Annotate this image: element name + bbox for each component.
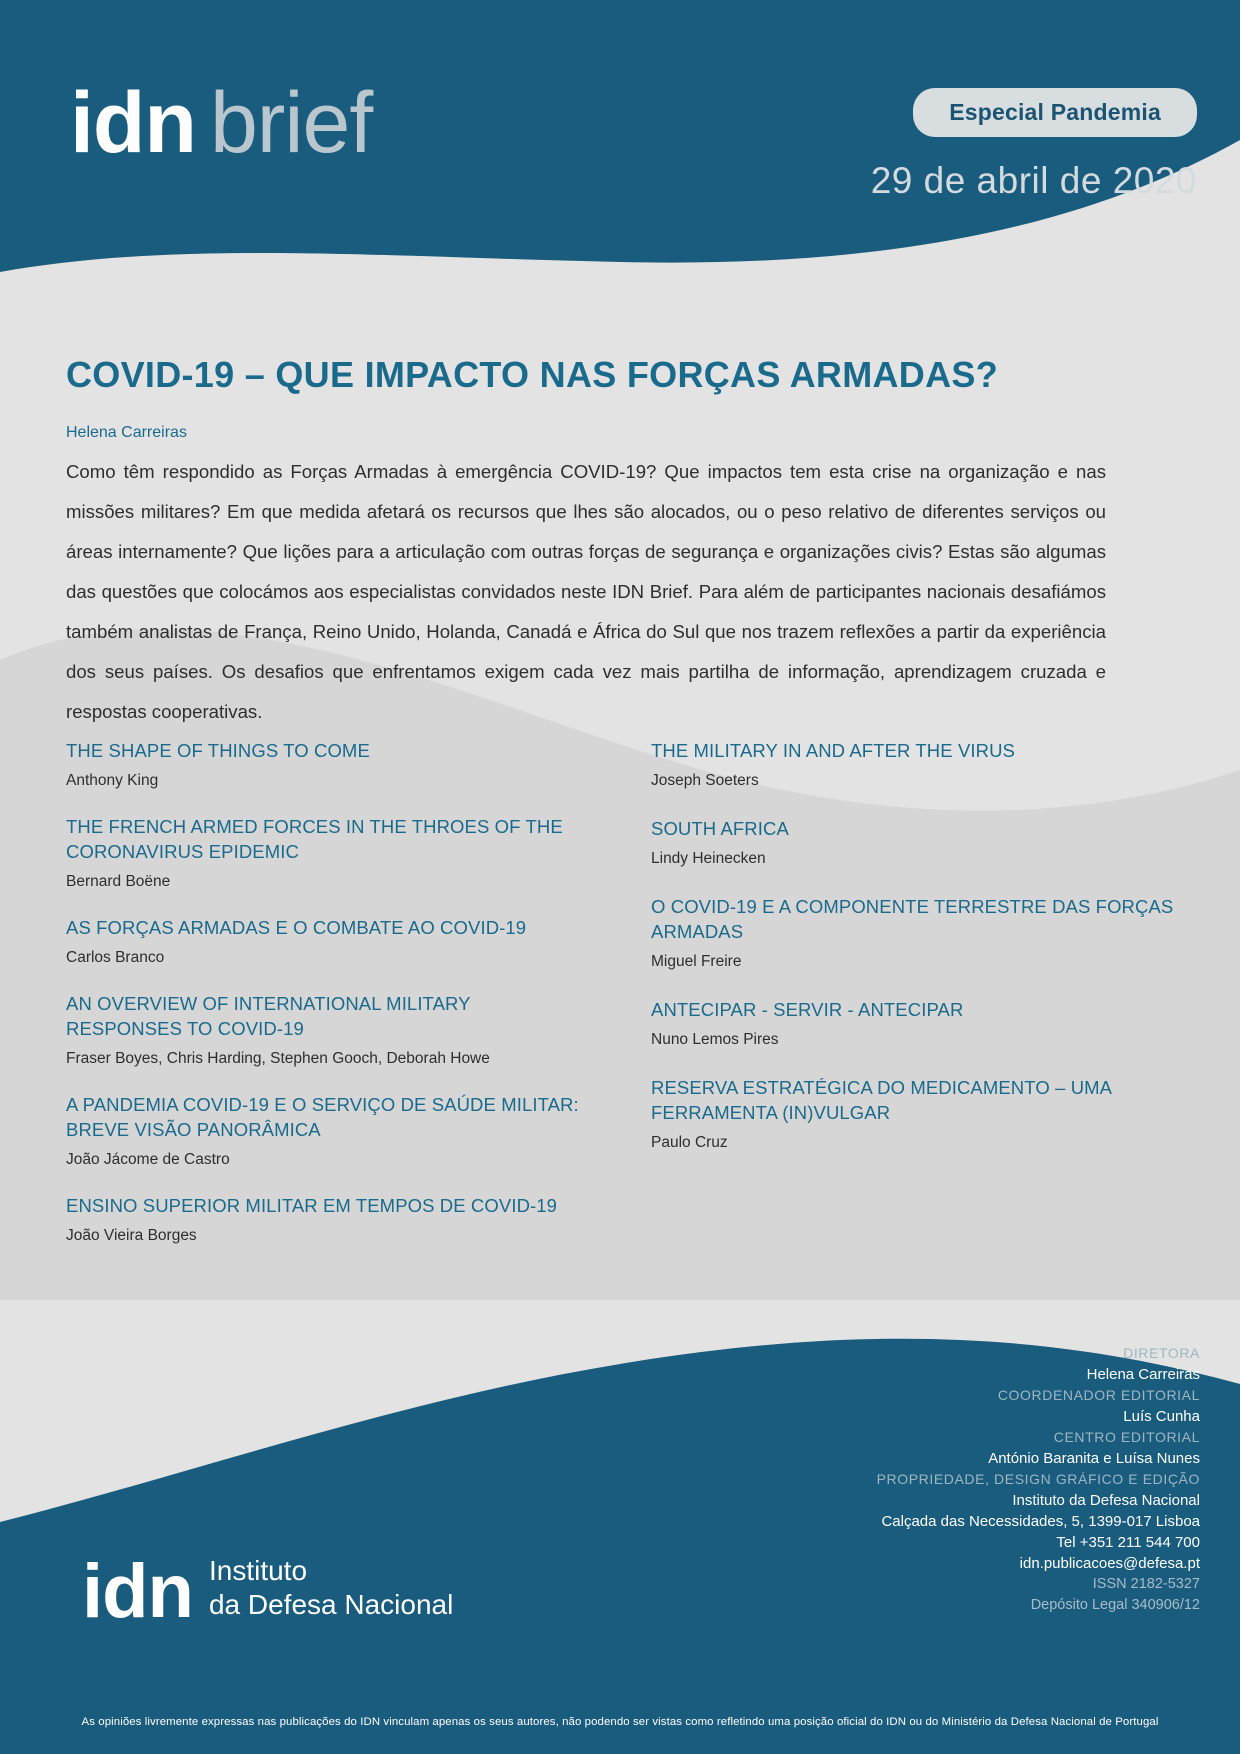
toc-entry-authors: João Vieira Borges [66, 1227, 197, 1244]
toc-column-right [651, 738, 1174, 1269]
toc-entry-authors: Anthony King [66, 772, 159, 789]
logo-brief-text: brief [209, 75, 373, 171]
article-author: Helena Carreiras [66, 424, 187, 441]
toc-entry-title: THE SHAPE OF THINGS TO COME [66, 740, 370, 761]
list-item[interactable] [651, 894, 1174, 971]
toc-entry-authors: Carlos Branco [66, 949, 165, 966]
toc-entry-authors: Lindy Heinecken [651, 850, 766, 867]
page-title: COVID-19 – QUE IMPACTO NAS FORÇAS ARMADAS? [66, 354, 999, 396]
disclaimer-text: As opiniões livremente expressas nas publicações do IDN vinculam apenas os seus autores, não podendo ser vistas como refletindo uma posição oficial do IDN ou do Ministério da Defesa Nacional de Portugal [81, 1716, 1159, 1728]
article-intro-text: Como têm respondido as Forças Armadas à emergência COVID-19? Que impactos tem esta crise na organização e nas missões militares? Em que medida afetará os recursos que lhes são alocados, ou o peso relativo de diferentes serviços ou áreas internamente? Que lições para a articulação com outras forças de segurança e organizações civis? Estas são algumas das questões que colocámos aos especialistas convidados neste IDN Brief. Para além de participantes nacionais desafiámos também analistas de França, Reino Unido, Holanda, Canadá e África do Sul que nos trazem reflexões a partir da experiência dos seus países. Os desafios que enfrentamos exigem cada vez mais partilha de informação, aprendizagem cruzada e respostas cooperativas. [66, 461, 1106, 722]
credit-email[interactable]: idn.publicacoes@defesa.pt [1019, 1555, 1200, 1572]
list-item[interactable] [651, 997, 1174, 1049]
credit-phone: Tel +351 211 544 700 [1056, 1534, 1200, 1551]
toc-entry-title: SOUTH AFRICA [651, 818, 789, 839]
credit-address: Calçada das Necessidades, 5, 1399-017 Lisboa [881, 1513, 1200, 1530]
toc-entry-title: ENSINO SUPERIOR MILITAR EM TEMPOS DE COVID-19 [66, 1195, 558, 1216]
credit-label-diretora: DIRETORA [1123, 1345, 1200, 1361]
toc-entry-authors: Fraser Boyes, Chris Harding, Stephen Gooch, Deborah Howe [66, 1050, 490, 1067]
toc-entry-title: O COVID-19 E A COMPONENTE TERRESTRE DAS FORÇAS ARMADAS [651, 896, 1174, 942]
credit-label-coordenador: COORDENADOR EDITORIAL [997, 1387, 1200, 1403]
toc-entry-title: A PANDEMIA COVID-19 E O SERVIÇO DE SAÚDE MILITAR: BREVE VISÃO PANORÂMICA [66, 1094, 579, 1140]
toc-column-left [66, 738, 589, 1269]
credit-label-propriedade: PROPRIEDADE, DESIGN GRÁFICO E EDIÇÃO [876, 1471, 1200, 1487]
toc-entry-title: RESERVA ESTRATÉGICA DO MEDICAMENTO – UMA FERRAMENTA (IN)VULGAR [651, 1077, 1112, 1123]
credit-issn: ISSN 2182-5327 [1092, 1576, 1200, 1592]
toc-entry-title: AS FORÇAS ARMADAS E O COMBATE AO COVID-19 [66, 917, 527, 938]
list-item[interactable] [651, 816, 1174, 868]
editorial-credits [877, 1343, 1200, 1616]
table-of-contents [66, 738, 1174, 1269]
toc-entry-authors: Joseph Soeters [651, 772, 759, 789]
toc-entry-authors: Nuno Lemos Pires [651, 1031, 779, 1048]
credit-deposito-legal: Depósito Legal 340906/12 [1030, 1597, 1200, 1613]
list-item[interactable] [651, 738, 1174, 790]
list-item[interactable] [66, 814, 589, 891]
logo-institution-name [209, 1554, 453, 1622]
list-item[interactable] [66, 915, 589, 967]
toc-entry-authors: João Jácome de Castro [66, 1151, 230, 1168]
idn-institutional-logo [82, 1549, 454, 1635]
special-edition-badge: Especial Pandemia [913, 88, 1197, 137]
logo-idn-mark: idn [82, 1549, 193, 1635]
toc-entry-authors: Miguel Freire [651, 953, 742, 970]
logo-institution-line1: Instituto [208, 1555, 308, 1586]
credit-label-centro: CENTRO EDITORIAL [1053, 1429, 1200, 1445]
list-item[interactable] [651, 1075, 1174, 1152]
idn-brief-logo [70, 75, 373, 171]
list-item[interactable] [66, 738, 589, 790]
toc-entry-title: THE FRENCH ARMED FORCES IN THE THROES OF THE CORONAVIRUS EPIDEMIC [66, 816, 563, 862]
issue-date: 29 de abril de 2020 [870, 160, 1197, 201]
toc-entry-authors: Paulo Cruz [651, 1134, 728, 1151]
logo-institution-line2: da Defesa Nacional [208, 1589, 454, 1620]
credit-value-diretora: Helena Carreiras [1086, 1366, 1200, 1383]
logo-idn-text: idn [70, 75, 196, 171]
credit-value-centro: António Baranita e Luísa Nunes [988, 1450, 1200, 1467]
list-item[interactable] [66, 1193, 589, 1245]
toc-entry-title: THE MILITARY IN AND AFTER THE VIRUS [651, 740, 1015, 761]
list-item[interactable] [66, 1092, 589, 1169]
credit-value-propriedade: Instituto da Defesa Nacional [1012, 1492, 1200, 1509]
toc-entry-title: AN OVERVIEW OF INTERNATIONAL MILITARY RESPONSES TO COVID-19 [66, 993, 471, 1039]
toc-entry-title: ANTECIPAR - SERVIR - ANTECIPAR [651, 999, 964, 1020]
list-item[interactable] [66, 991, 589, 1068]
toc-entry-authors: Bernard Boëne [66, 873, 171, 890]
credit-value-coordenador: Luís Cunha [1123, 1408, 1200, 1425]
